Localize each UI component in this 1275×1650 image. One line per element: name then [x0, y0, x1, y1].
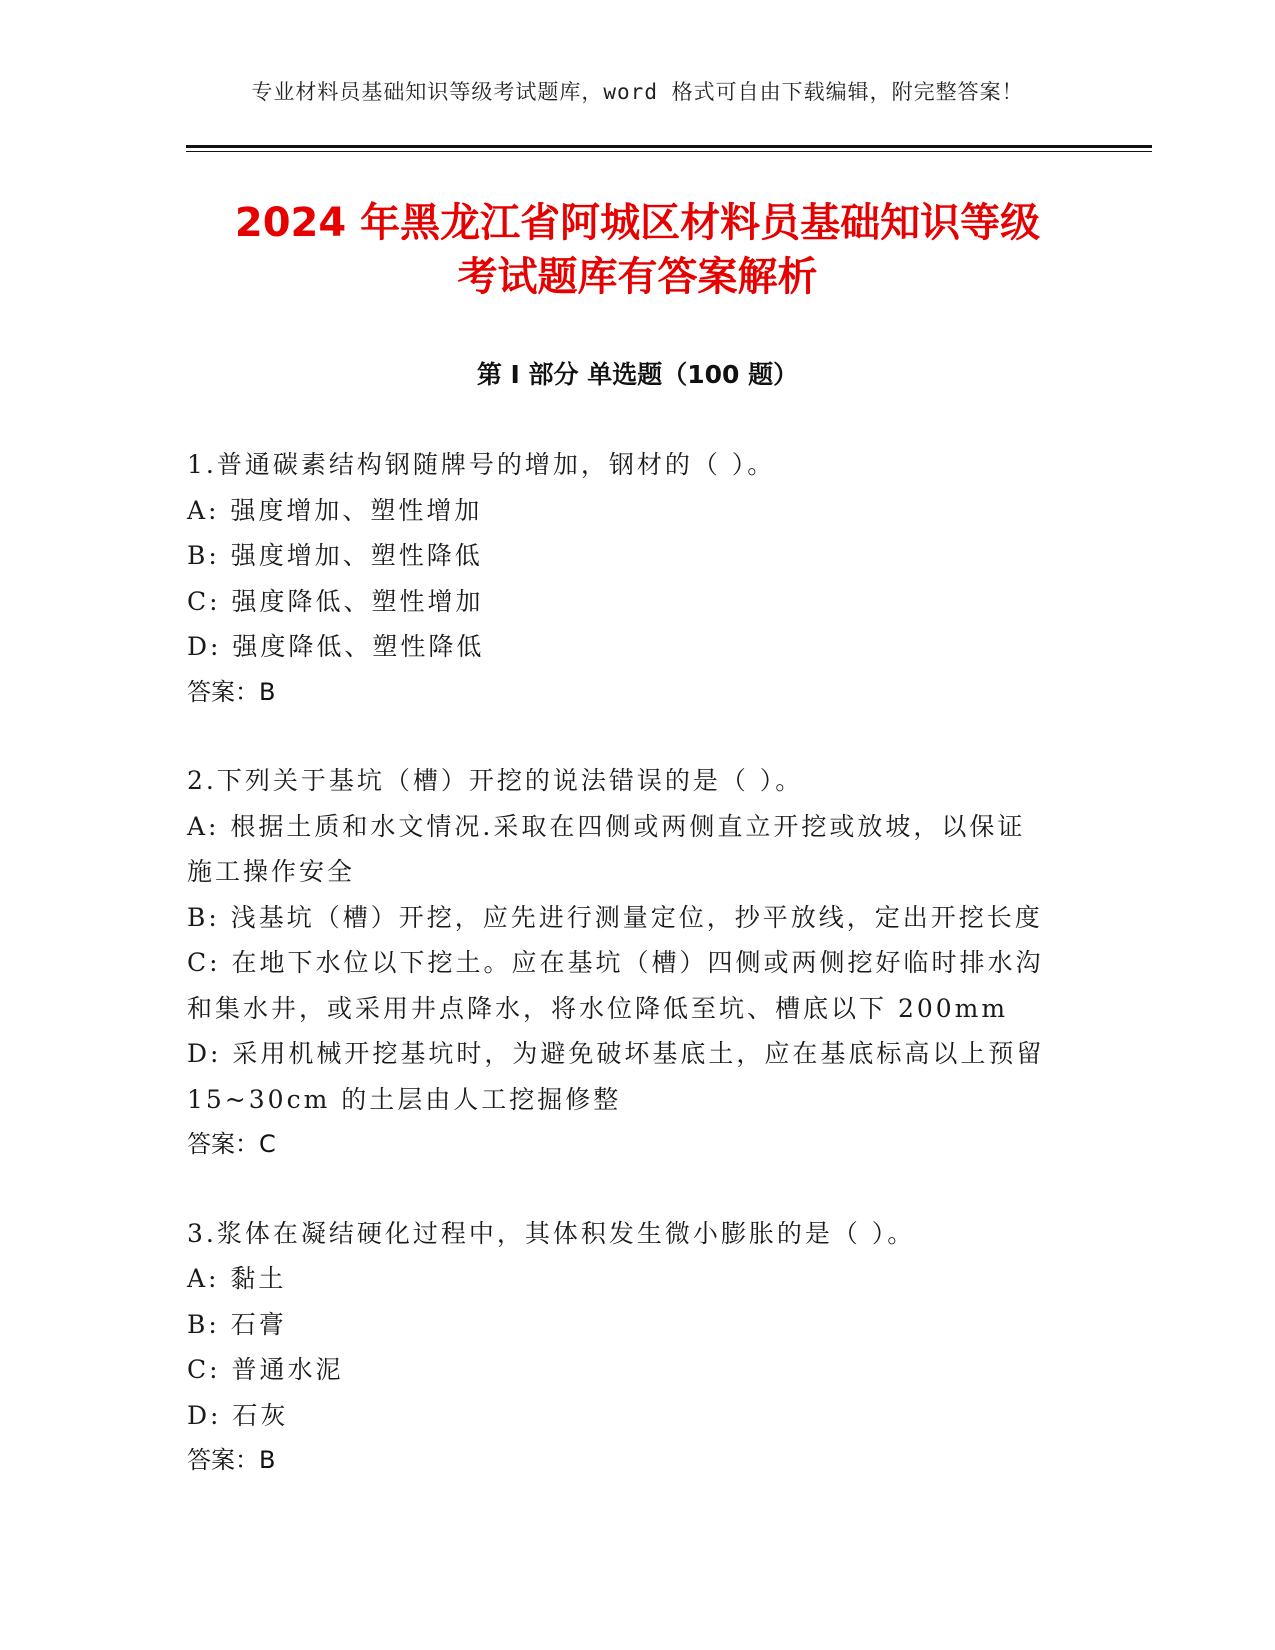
option-a-continued: 施工操作安全	[187, 857, 356, 886]
option-b: B: 强度增加、塑性降低	[187, 541, 483, 570]
option-b: B: 浅基坑（槽）开挖，应先进行测量定位，抄平放线，定出开挖长度	[187, 902, 1043, 932]
option-b: B: 石膏	[187, 1309, 287, 1339]
section-title: 第 I 部分 单选题（100 题）	[476, 360, 799, 389]
question-2	[187, 758, 1067, 1168]
option-a: A: 根据土质和水文情况.采取在四侧或两侧直立开挖或放坡，以保证	[187, 811, 1026, 841]
option-c-continued: 和集水井，或采用井点降水，将水位降低至坑、槽底以下 200mm	[187, 993, 1009, 1023]
answer: 答案：B	[187, 1446, 276, 1474]
question-list	[187, 442, 1067, 1527]
answer: 答案：B	[187, 677, 276, 706]
option-a: A: 黏土	[187, 1264, 287, 1293]
option-d: D: 石灰	[187, 1400, 289, 1430]
document-title-line-1: 2024 年黑龙江省阿城区材料员基础知识等级	[234, 200, 1041, 246]
header-note: 专业材料员基础知识等级考试题库，word 格式可自由下载编辑，附完整答案！	[251, 80, 1024, 104]
option-d: D: 采用机械开挖基坑时，为避免破坏基底土，应在基底标高以上预留	[187, 1039, 1045, 1068]
option-d-continued: 15~30cm 的土层由人工挖掘修整	[187, 1084, 622, 1114]
option-c: C: 在地下水位以下挖土。应在基坑（槽）四侧或两侧挖好临时排水沟	[187, 948, 1044, 977]
document-title	[0, 196, 1275, 304]
header-rule-thin	[186, 151, 1152, 152]
option-c: C: 普通水泥	[187, 1355, 344, 1384]
document-title-line-2: 考试题库有答案解析	[457, 254, 818, 300]
question-line: 1.普通碳素结构钢随牌号的增加，钢材的（ ）。	[187, 450, 776, 479]
option-c: C: 强度降低、塑性增加	[187, 586, 484, 616]
question-line: 2.下列关于基坑（槽）开挖的说法错误的是（ ）。	[187, 766, 804, 795]
question-1	[187, 442, 1067, 715]
header-rule-thick	[186, 145, 1152, 148]
question-line: 3.浆体在凝结硬化过程中，其体积发生微小膨胀的是（ ）。	[187, 1218, 916, 1248]
option-a: A: 强度增加、塑性增加	[187, 495, 483, 525]
question-3	[187, 1211, 1067, 1484]
answer: 答案：C	[187, 1130, 276, 1158]
option-d: D: 强度降低、塑性降低	[187, 632, 485, 661]
